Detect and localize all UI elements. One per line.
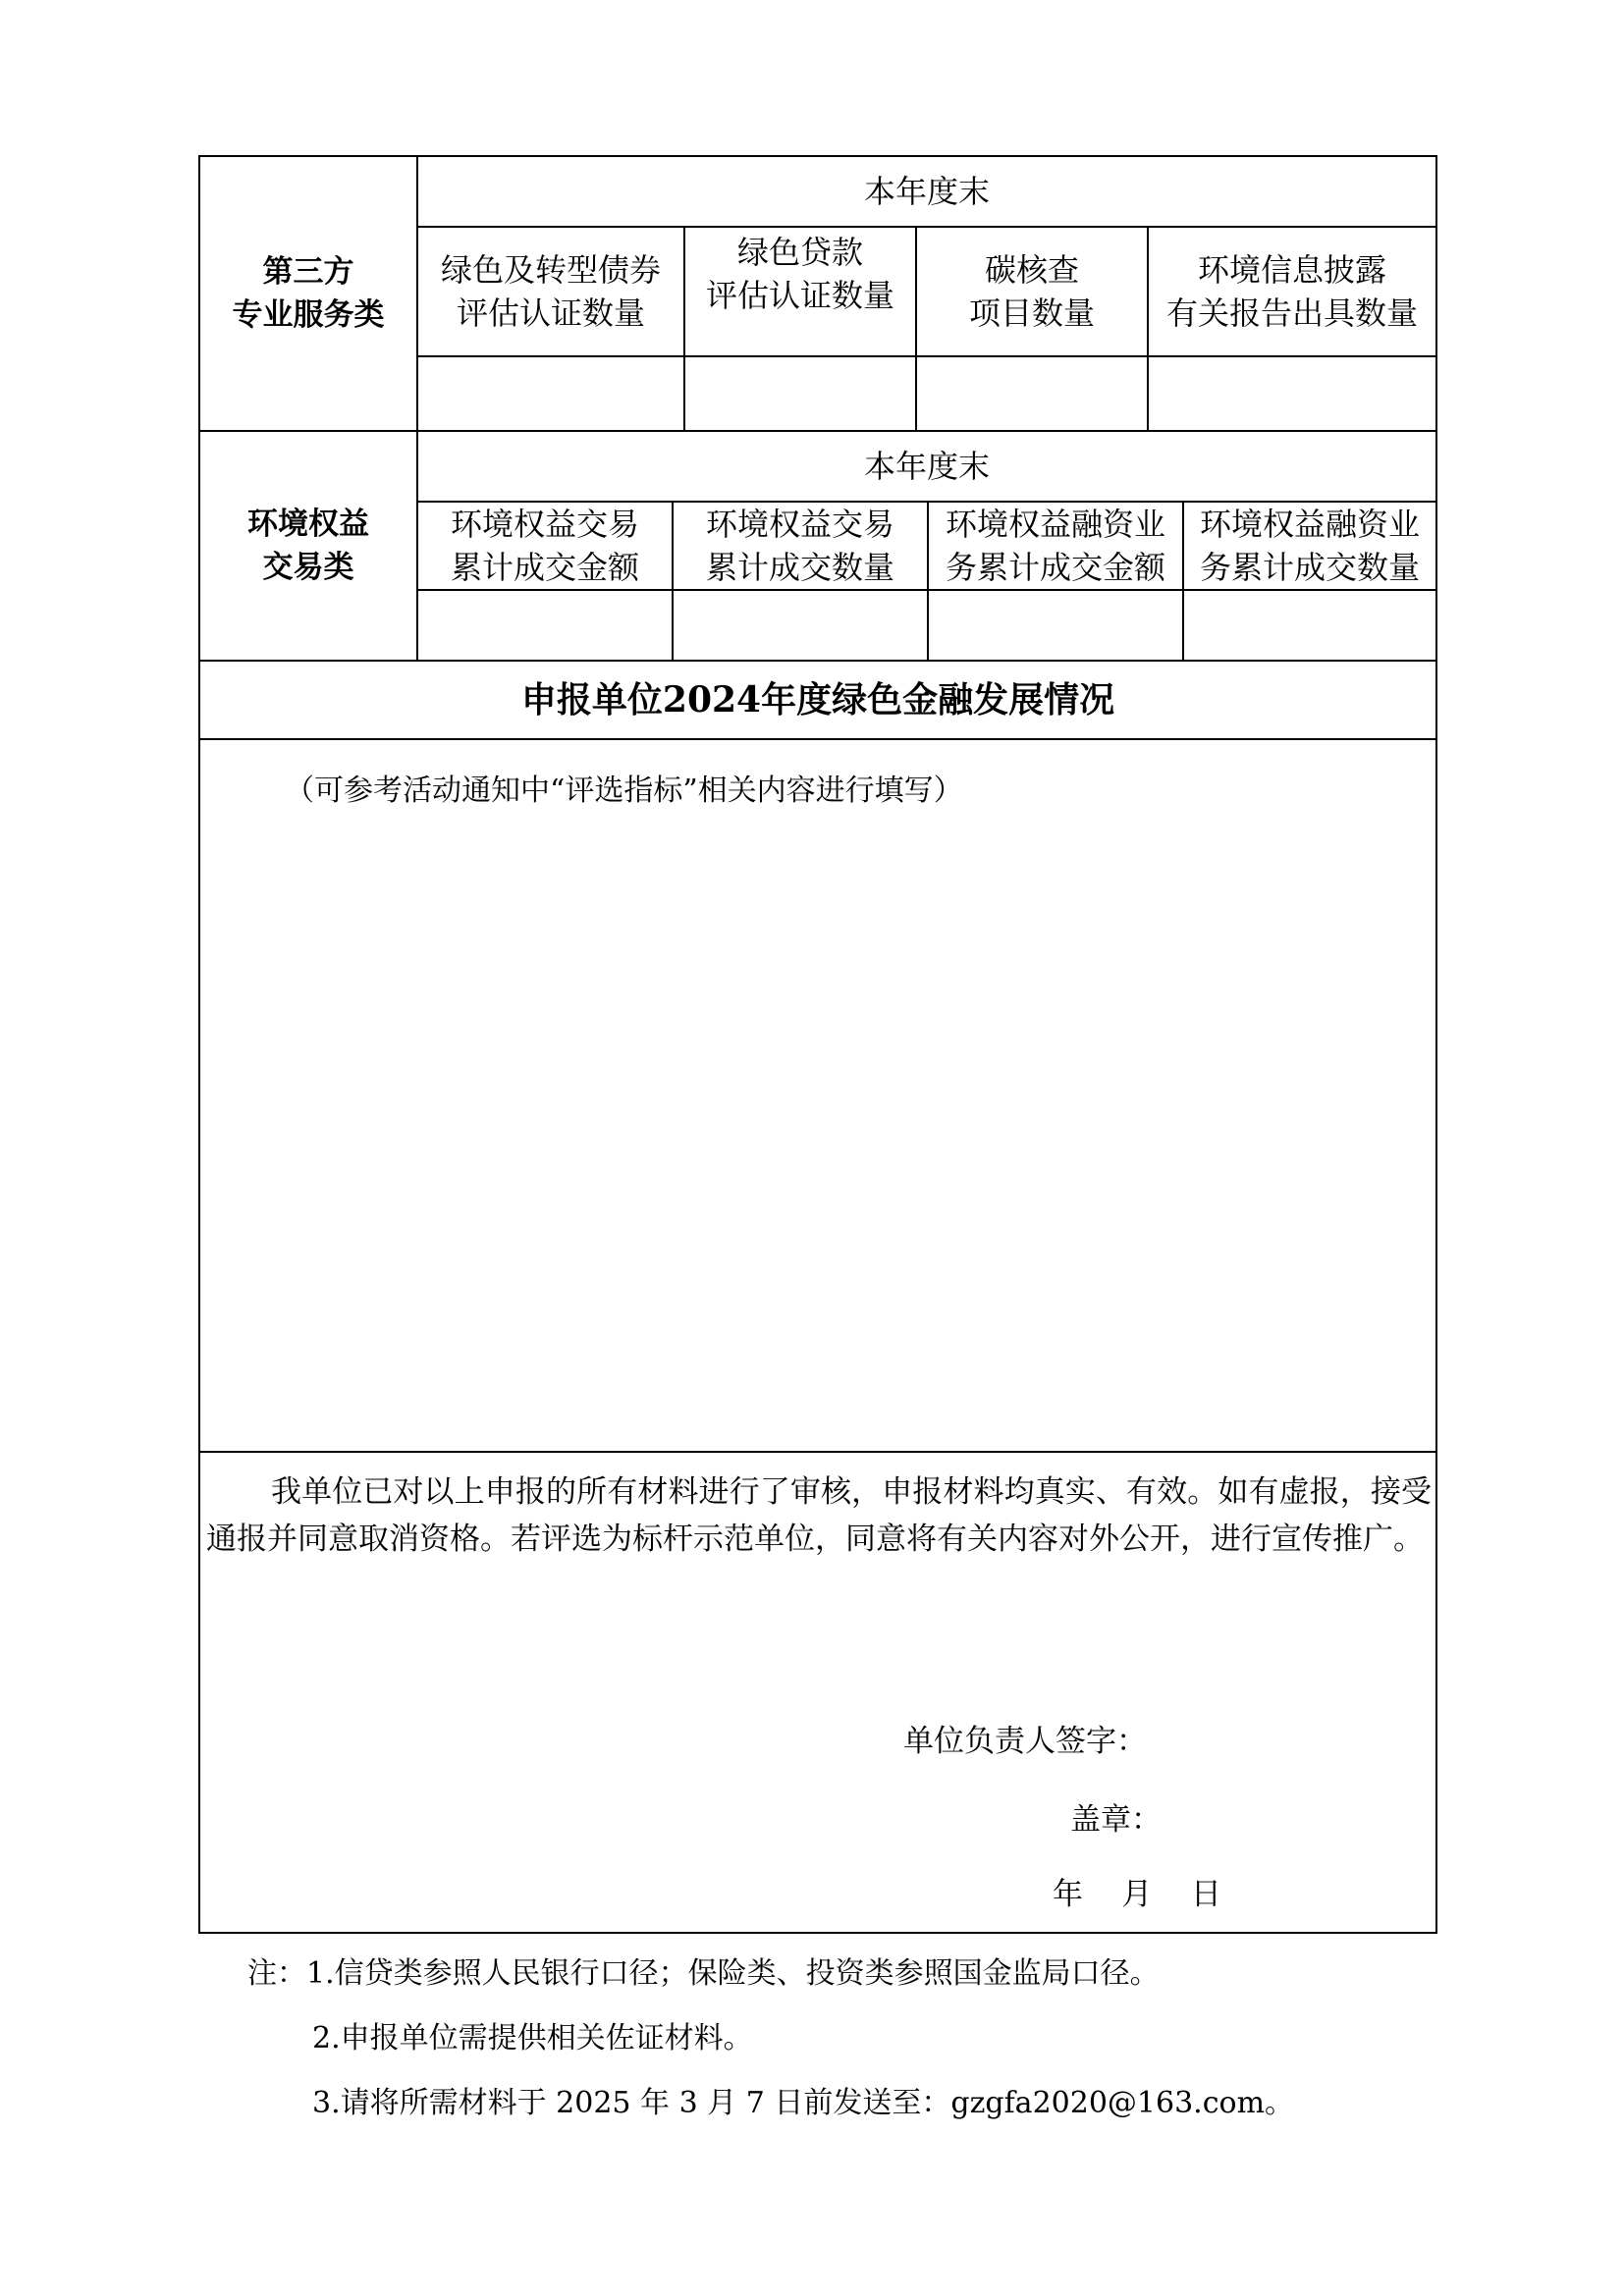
env-rights-col-trade-amount: 环境权益交易 累计成交金额 [450, 506, 639, 586]
env-rights-col-trade-volume: 环境权益交易 累计成交数量 [705, 506, 894, 586]
env-rights-col-finance-volume: 环境权益融资业 务累计成交数量 [1199, 506, 1420, 586]
notes [247, 1942, 1294, 2136]
development-content-area[interactable] [200, 815, 1435, 1449]
third-party-col-disclosure: 环境信息披露 有关报告出具数量 [1165, 251, 1418, 332]
third-party-value-carbon[interactable] [917, 357, 1147, 430]
third-party-period-header: 本年度末 [863, 173, 990, 210]
section-title: 申报单位2024年度绿色金融发展情况 [520, 679, 1115, 721]
section-divider-3 [198, 738, 1437, 740]
note-1-text: 1.信贷类参照人民银行口径；保险类、投资类参照国金监局口径。 [306, 1956, 1160, 1991]
third-party-col-carbon: 碳核查 项目数量 [968, 251, 1095, 332]
third-party-col-loan: 绿色贷款 评估认证数量 [705, 234, 894, 314]
note-2: 2.申报单位需提供相关佐证材料。 [312, 2021, 753, 2056]
date-label: 年 月 日 [1053, 1877, 1221, 1912]
third-party-value-bond[interactable] [418, 357, 683, 430]
notes-prefix: 注： [247, 1956, 306, 1991]
section-hint: （可参考活动通知中“评选指标”相关内容进行填写） [285, 774, 963, 808]
signature-label: 单位负责人签字： [903, 1724, 1147, 1759]
env-rights-value-trade-amount[interactable] [418, 591, 672, 660]
env-rights-label: 环境权益 交易类 [247, 507, 369, 585]
third-party-value-loan[interactable] [685, 357, 915, 430]
seal-label: 盖章： [1070, 1802, 1162, 1838]
env-rights-value-finance-volume[interactable] [1184, 591, 1435, 660]
env-rights-value-trade-volume[interactable] [674, 591, 927, 660]
note-3: 3.请将所需材料于 2025 年 3 月 7 日前发送至：gzgfa2020@163.com。 [312, 2086, 1295, 2120]
env-rights-period-header: 本年度末 [863, 448, 990, 485]
third-party-col-bond: 绿色及转型债券 评估认证数量 [440, 251, 661, 332]
declaration-text: 我单位已对以上申报的所有材料进行了审核，申报材料均真实、有效。如有虚报，接受通报并同意取消资格。若评选为标杆示范单位，同意将有关内容对外公开，进行宣传推广。 [206, 1474, 1432, 1557]
third-party-label: 第三方 专业服务类 [232, 254, 385, 333]
note-1 [247, 1942, 1294, 2006]
env-rights-value-finance-amount[interactable] [929, 591, 1182, 660]
third-party-value-disclosure[interactable] [1149, 357, 1435, 430]
section-divider-4 [198, 1451, 1437, 1453]
env-rights-col-finance-amount: 环境权益融资业 务累计成交金额 [945, 506, 1165, 586]
